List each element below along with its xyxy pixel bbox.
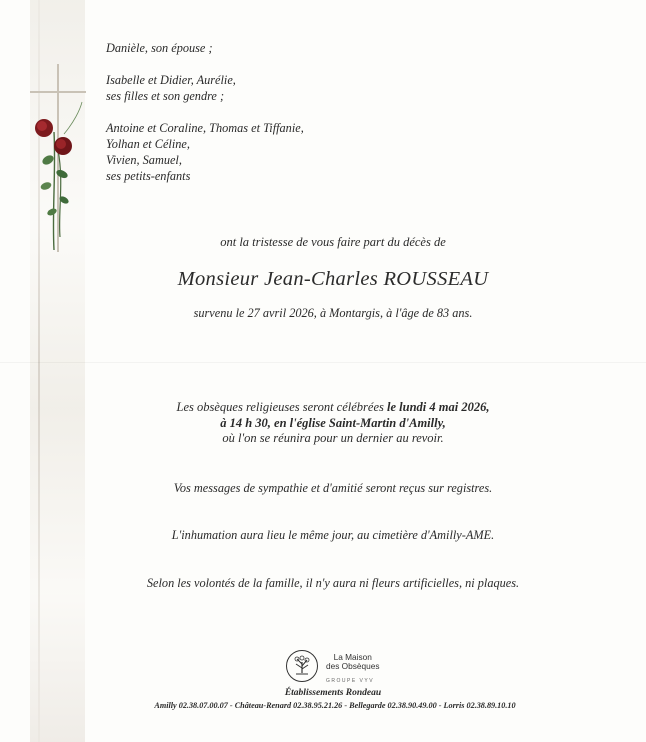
messages-note: Vos messages de sympathie et d'amitié seront reçus sur registres.	[173, 481, 493, 495]
contact-item: - Château-Renard 02.38.95.21.26	[228, 701, 342, 710]
logo-line: La Maison	[333, 652, 372, 662]
family-list	[106, 40, 466, 200]
spouse-block	[106, 40, 466, 56]
family-line: ses filles et son gendre ;	[106, 89, 225, 103]
contact-list	[40, 701, 630, 710]
logo-group-label: GROUPE VYV	[326, 678, 375, 684]
grandchildren-block	[106, 120, 466, 184]
contact-item: - Lorris 02.38.89.10.10	[437, 701, 516, 710]
fold-line	[0, 362, 646, 363]
logo-name	[326, 653, 380, 671]
contact-item: - Bellegarde 02.38.90.49.00	[342, 701, 436, 710]
death-details: survenu le 27 avril 2026, à Montargis, à l'âge de 83 ans.	[193, 306, 473, 320]
funeral-time-place: à 14 h 30, en l'église Saint-Martin d'Amilly,	[220, 415, 446, 430]
cross-with-roses-icon	[18, 62, 98, 262]
tree-icon	[286, 650, 318, 682]
contact-item: Amilly 02.38.07.00.07	[154, 701, 228, 710]
family-wishes: Selon les volontés de la famille, il n'y aura ni fleurs artificielles, ni plaques.	[146, 576, 520, 590]
funeral-info	[100, 400, 566, 447]
family-line: Yolhan et Céline,	[106, 137, 190, 151]
family-line: Vivien, Samuel,	[106, 153, 182, 167]
company-name: Établissements Rondeau	[284, 688, 382, 698]
family-line: Antoine et Coraline, Thomas et Tiffanie,	[106, 121, 304, 135]
funeral-home-logo	[286, 650, 396, 688]
children-block	[106, 72, 466, 104]
funeral-intro: Les obsèques religieuses seront célébrées	[176, 400, 388, 414]
family-line: Isabelle et Didier, Aurélie,	[106, 73, 236, 87]
family-line: ses petits-enfants	[106, 169, 191, 183]
family-line: Danièle, son épouse ;	[106, 41, 213, 55]
logo-line: des Obsèques	[326, 661, 380, 671]
deceased-name: Monsieur Jean-Charles ROUSSEAU	[177, 268, 489, 290]
funeral-date: le lundi 4 mai 2026,	[387, 400, 490, 414]
announcement-text: ont la tristesse de vous faire part du décès de	[220, 235, 446, 249]
burial-note: L'inhumation aura lieu le même jour, au cimetière d'Amilly-AME.	[171, 528, 495, 542]
funeral-gathering: où l'on se réunira pour un dernier au revoir.	[222, 431, 444, 445]
funeral-line-1	[100, 400, 566, 416]
